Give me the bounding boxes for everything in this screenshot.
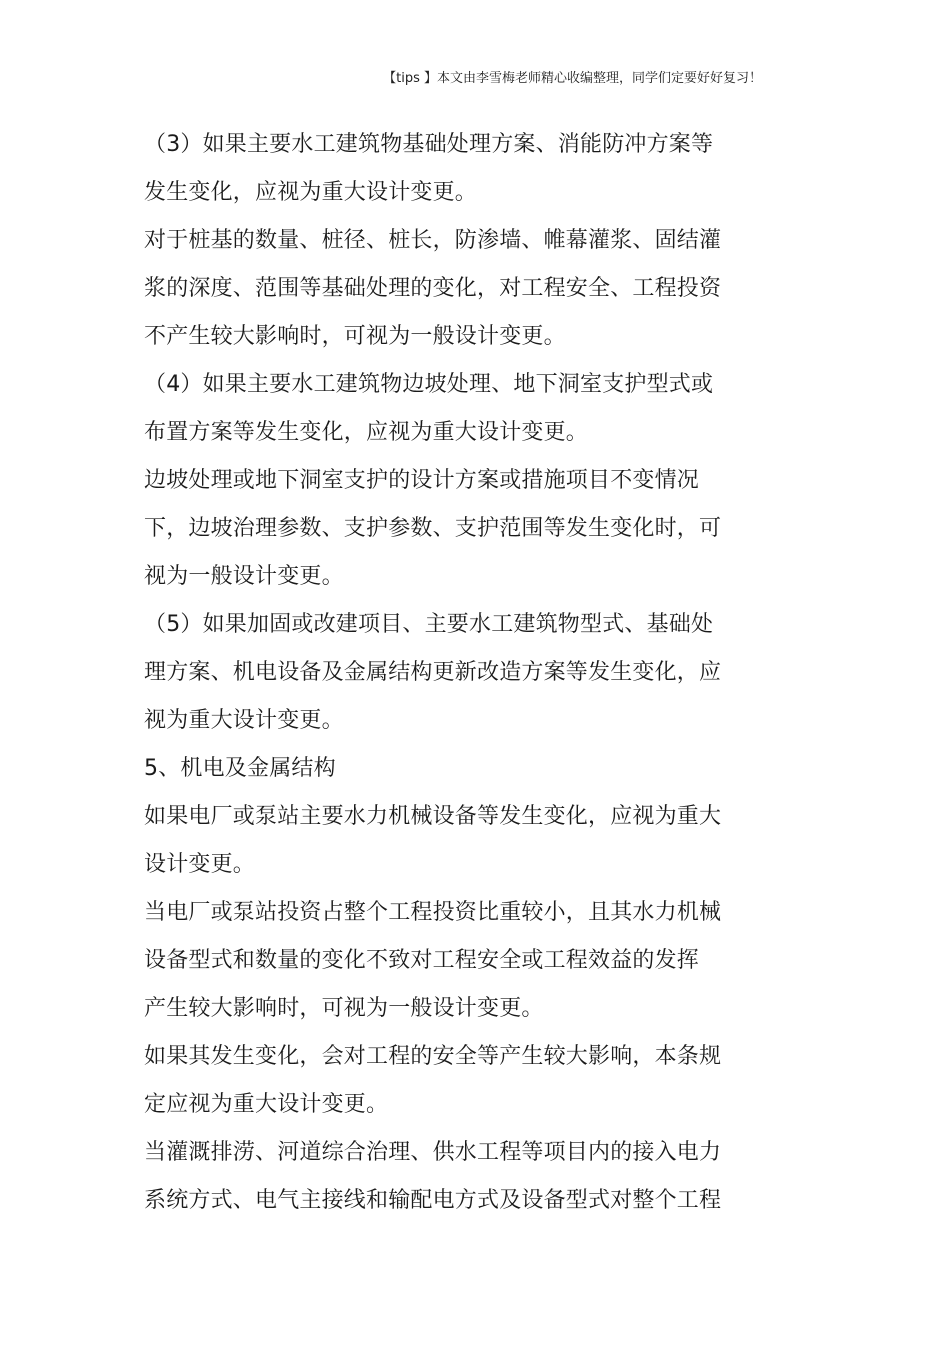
text-line: 产生较大影响时，可视为一般设计变更。 [144, 996, 544, 1021]
text-line: 设计变更。 [144, 852, 256, 877]
text-line: 布置方案等发生变化，应视为重大设计变更。 [144, 420, 589, 445]
header-note: 【tips 】本文由李雪梅老师精心收编整理，同学们定要好好复习！ [383, 71, 762, 86]
text-line: 发生变化，应视为重大设计变更。 [144, 180, 478, 205]
text-line: 边坡处理或地下洞室支护的设计方案或措施项目不变情况 [144, 468, 700, 493]
text-line: 对于桩基的数量、桩径、桩长，防渗墙、帷幕灌浆、固结灌 [144, 228, 722, 253]
text-line: （3）如果主要水工建筑物基础处理方案、消能防冲方案等 [144, 132, 714, 157]
text-line: 设备型式和数量的变化不致对工程安全或工程效益的发挥 [144, 948, 700, 973]
text-line: 系统方式、电气主接线和输配电方式及设备型式对整个工程 [144, 1188, 722, 1213]
section-heading: 5、机电及金属结构 [144, 756, 336, 781]
text-line: 视为一般设计变更。 [144, 564, 344, 589]
text-line: 如果其发生变化，会对工程的安全等产生较大影响，本条规 [144, 1044, 722, 1069]
text-line: 下，边坡治理参数、支护参数、支护范围等发生变化时，可 [144, 516, 722, 541]
text-line: 当电厂或泵站投资占整个工程投资比重较小，且其水力机械 [144, 900, 722, 925]
text-line: 当灌溉排涝、河道综合治理、供水工程等项目内的接入电力 [144, 1140, 722, 1165]
text-line: 如果电厂或泵站主要水力机械设备等发生变化，应视为重大 [144, 804, 722, 829]
text-line: 视为重大设计变更。 [144, 708, 344, 733]
text-line: 理方案、机电设备及金属结构更新改造方案等发生变化，应 [144, 660, 722, 685]
text-line: 定应视为重大设计变更。 [144, 1092, 389, 1117]
text-line: （4）如果主要水工建筑物边坡处理、地下洞室支护型式或 [144, 372, 714, 397]
text-line: 不产生较大影响时，可视为一般设计变更。 [144, 324, 566, 349]
document-body [144, 121, 744, 1225]
text-line: （5）如果加固或改建项目、主要水工建筑物型式、基础处 [144, 612, 714, 637]
text-line: 浆的深度、范围等基础处理的变化，对工程安全、工程投资 [144, 276, 722, 301]
